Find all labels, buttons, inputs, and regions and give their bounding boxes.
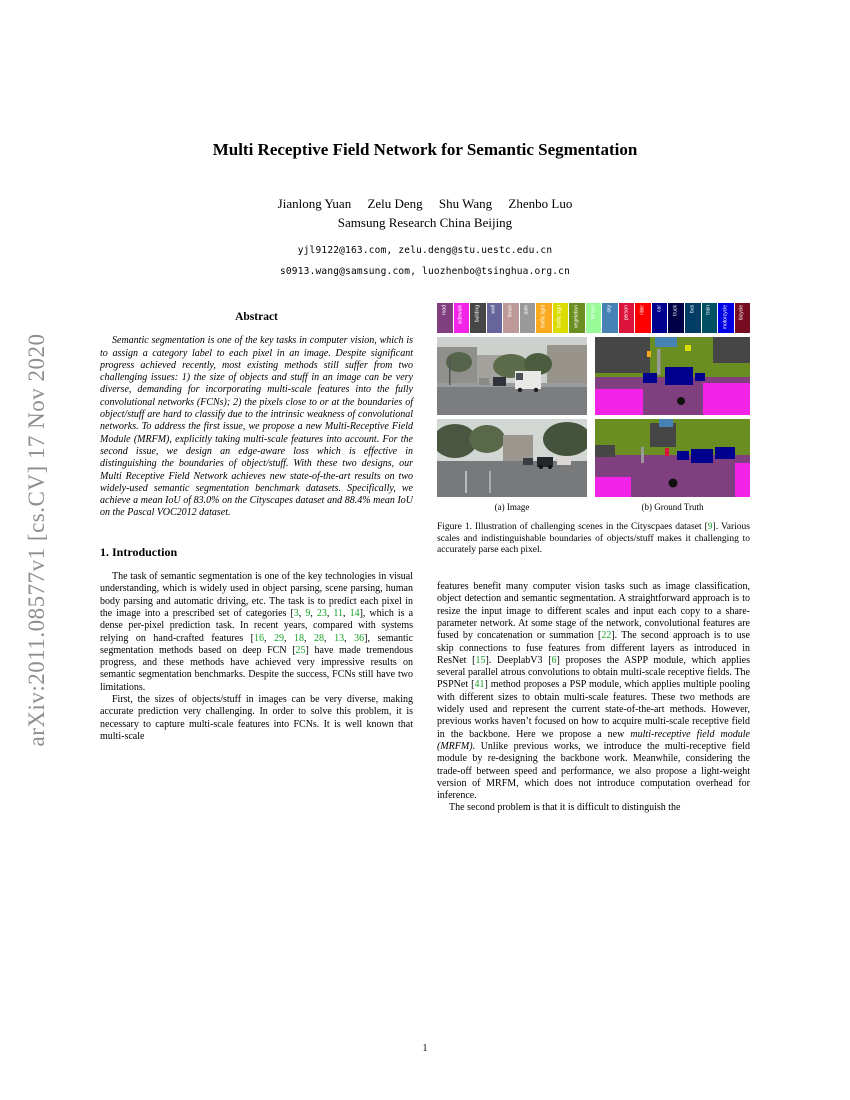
legend-item-label: sidewalk: [457, 305, 464, 325]
legend-item-label: bicycle: [738, 305, 745, 321]
legend-item-terrain: [586, 303, 602, 333]
legend-item-label: pole: [523, 305, 530, 315]
legend-item-traffic-light: [536, 303, 552, 333]
intro-paragraph-2: First, the sizes of objects/stuff in images can be very diverse, making accurate prediction very challenging. In order to solve this problem, it is necessary to capture multi-scale features into FCNs. It is well known that multi-scale: [100, 694, 413, 742]
author-line: Jianlong Yuan Zelu Deng Shu Wang Zhenbo Luo: [277, 196, 573, 211]
email-line-1: yjl9122@163.com, zelu.deng@stu.uestc.edu.cn: [297, 245, 553, 256]
legend-item-label: sky: [606, 305, 613, 313]
legend-item-label: rider: [639, 305, 646, 316]
legend-item-fence: [503, 303, 519, 333]
figure-photo-top-image: [437, 337, 587, 415]
paper-title: Multi Receptive Field Network for Semantic Segmentation: [212, 140, 638, 159]
legend-item-label: wall: [490, 305, 497, 314]
legend-item-label: bus: [689, 305, 696, 314]
figure-1: [437, 303, 750, 557]
legend-item-train: [702, 303, 718, 333]
legend-item-label: fence: [507, 305, 514, 318]
legend-item-bus: [685, 303, 701, 333]
figure-subcaptions: [437, 501, 750, 513]
left-column: [100, 303, 413, 743]
figure-image-grid: [437, 337, 750, 497]
legend-item-label: traffic light: [540, 305, 547, 328]
figure-groundtruth-bottom-image: [595, 419, 750, 497]
legend-item-person: [619, 303, 635, 333]
intro-paragraph-1: The task of semantic segmentation is one of the key technologies in visual understanding, which is widely used in object parsing, scene parsing, human body parsing and automatic driving, etc. The task is to predict each pixel in the image into a prescribed set of categories [3, 9, 23, 11, 14], which is a dense per-pixel prediction task. In recent years, compared with systems relying on hand-crafted features [16, 29, 18, 28, 13, 36], semantic segmentation methods based on deep FCN [25] have made tremendous progress, and these methods have achieved very impressive results on semantic segmentation benchmarks. Despite the success, FCNs still have two limitations.: [100, 571, 414, 693]
legend-item-label: person: [623, 305, 630, 321]
legend-item-building: [470, 303, 486, 333]
figure-photo-bottom-image: [437, 419, 587, 497]
email-line-2: s0913.wang@samsung.com, luozhenbo@tsinghua.org.cn: [279, 266, 571, 277]
legend-item-label: terrain: [590, 305, 597, 320]
subcaption-ground-truth: (b) Ground Truth: [641, 502, 704, 512]
abstract-heading: Abstract: [235, 311, 278, 323]
legend-item-rider: [635, 303, 651, 333]
legend-item-label: road: [441, 305, 448, 316]
legend-item-motorcycle: [718, 303, 734, 333]
affiliation: Samsung Research China Beijing: [337, 215, 513, 230]
subcaption-image: (a) Image: [494, 502, 530, 512]
right-column: [437, 303, 750, 815]
right-paragraph-2: The second problem is that it is difficult to distinguish the: [449, 802, 681, 814]
legend-item-label: truck: [672, 305, 679, 316]
legend-item-label: traffic sign: [556, 305, 563, 328]
legend-item-truck: [668, 303, 684, 333]
legend-item-vegetation: [569, 303, 585, 333]
figure-caption: Figure 1. Illustration of challenging scenes in the Cityscpaes dataset [9]. Various scales and indistinguishable boundaries of objects/stuff makes it challenging to accurately parse each pixel.: [437, 522, 750, 556]
legend-item-car: [652, 303, 668, 333]
legend-item-wall: [487, 303, 503, 333]
right-paragraph-1: features benefit many computer vision tasks such as image classification, object detection and semantic segmentation. A straightforward approach is to resize the input image to different scales and input each copy to a share-parameter network. At some stage of the network, convolutional features are fused by concatenation or summation [22]. The second approach is to use skip connections to fuse features from different layers as introduced in ResNet [15]. DeeplabV3 [6] proposes the ASPP module, which applies several parallel atrous convolutions to obtain multi-scale receptive fields. The PSPNet [41] method proposes a PSP module, which applies multiple pooling with different sizes to obtain multi-scale features. These two methods are widely used and represent the current state-of-the-art methods. However, previous works haven’t focused on how to acquire multi-scale receptive field in the backbone. Here we propose a new multi-receptive field module (MRFM). Unlike previous works, we introduce the multi-receptive field module by re-designing the backbone work. Meanwhile, considering the trade-off between speed and performance, we also propose a light-weight version of MRFM, which does not introduce computation overhead for inference.: [437, 581, 751, 802]
abstract-text: Semantic segmentation is one of the key tasks in computer vision, which is to assign a category label to each pixel in an image. Despite significant progress achieved recently, most existing methods still suffer from two challenging issues: 1) the size of objects and stuff in an image can be very diverse, demanding for incorporating multi-scale features into the fully convolutional networks (FCNs); 2) the pixels close to or at the boundaries of object/stuff are hard to classify due to the intrinsic weakness of convolutional networks. To address the first issue, we propose a new Multi-Receptive Field Module (MRFM), explicitly taking multi-scale features into account. For the second issue, we design an edge-aware loss which is effective in distinguishing the boundaries of object/stuff. With these two designs, our Multi Receptive Field Network achieves new state-of-the-art results on two widely-used semantic segmentation benchmark datasets. Specifically, we achieve a mean IoU of 83.0% on the Cityscapes dataset and 88.4% mean IoU on the Pascal VOC2012 dataset.: [100, 335, 413, 519]
legend-item-road: [437, 303, 453, 333]
section-heading-introduction: 1. Introduction: [100, 544, 178, 559]
legend-item-label: vegetation: [573, 305, 580, 329]
paper-header: [100, 140, 750, 287]
legend-item-pole: [520, 303, 536, 333]
legend-item-label: car: [656, 305, 663, 312]
legend-item-traffic-sign: [553, 303, 569, 333]
legend-item-label: train: [705, 305, 712, 315]
legend-item-label: motorcycle: [722, 305, 729, 330]
page-number: 1: [422, 1043, 428, 1054]
legend-item-sky: [602, 303, 618, 333]
figure-legend: [437, 303, 750, 333]
figure-groundtruth-top-image: [595, 337, 750, 415]
arxiv-watermark: arXiv:2011.08577v1 [cs.CV] 17 Nov 2020: [24, 333, 49, 747]
legend-item-bicycle: [735, 303, 751, 333]
legend-item-sidewalk: [454, 303, 470, 333]
legend-item-label: building: [474, 305, 481, 323]
